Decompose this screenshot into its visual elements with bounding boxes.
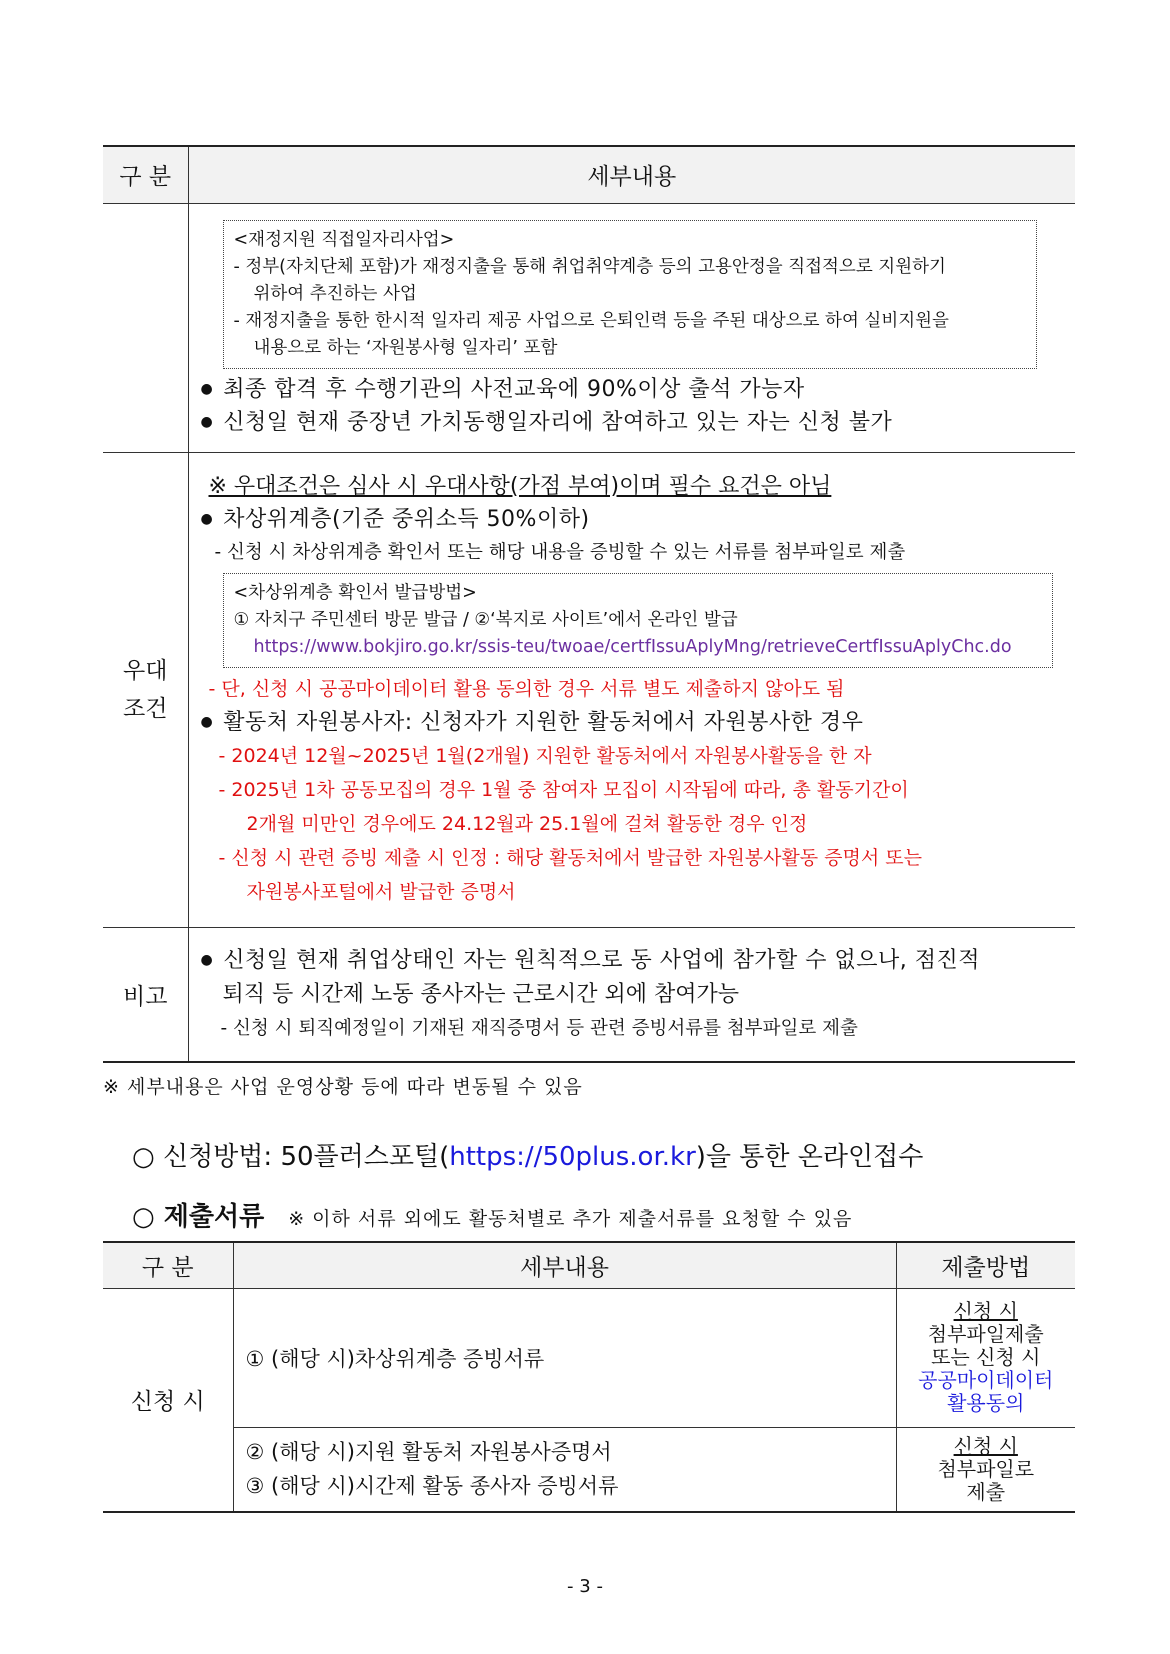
box-title: <재정지원 직접일자리사업> <box>233 230 455 250</box>
red-line: - 2025년 1차 공동모집의 경우 1월 중 참여자 모집이 시작됨에 따라, 총 활동기간이 <box>218 778 909 801</box>
box-title: <차상위계층 확인서 발급방법> <box>233 582 477 603</box>
red-line: - 2024년 12월~2025년 1월(2개월) 지원한 활동처에서 자원봉사활동을 한 자 <box>218 744 872 767</box>
box-line: ① 자치구 주민센터 방문 발급 / ②‘복지로 사이트’에서 온라인 발급 <box>233 609 738 630</box>
row3-label: 비고 <box>103 927 188 1062</box>
red-line: 자원봉사포털에서 발급한 증명서 <box>246 880 516 903</box>
method-line: 신청 시 <box>953 1433 1018 1458</box>
application-method <box>132 1136 923 1173</box>
documents-heading <box>132 1196 852 1233</box>
bullet-item: ● 최종 합격 후 수행기관의 사전교육에 90%이상 출석 가능자 <box>201 373 1068 406</box>
box-line: - 정부(자치단체 포함)가 재정지출을 통해 취업취약계층 등의 고용안정을 직접적으로 지원하기 <box>233 257 946 277</box>
method-line: 또는 신청 시 <box>931 1345 1041 1369</box>
box-line: 위하여 추진하는 사업 <box>253 284 417 304</box>
doc-items <box>233 1288 896 1427</box>
header-details: 세부내용 <box>188 146 1075 203</box>
info-box-issuance <box>223 573 1054 668</box>
row1-label <box>103 203 188 452</box>
bokjiro-link[interactable]: https://www.bokjiro.go.kr/ssis-teu/twoae/certfIssuAplyMng/retrieveCertfIssuAplyChc.do <box>253 636 1012 657</box>
documents-note: ※ 이하 서류 외에도 활동처별로 추가 제출서류를 요청할 수 있음 <box>288 1208 853 1230</box>
bullet-item: ● 차상위계층(기준 중위소득 50%이하) <box>201 503 1068 536</box>
method-line: 첨부파일로 <box>937 1456 1035 1481</box>
bullet-item: ● 활동처 자원봉사자: 신청자가 지원한 활동처에서 자원봉사한 경우 <box>201 706 1068 739</box>
header-category: 구 분 <box>103 1242 233 1288</box>
header-category: 구 분 <box>103 146 188 203</box>
method-line: 활용동의 <box>947 1391 1025 1415</box>
bullet-item: ● 신청일 현재 취업상태인 자는 원칙적으로 동 사업에 참가할 수 없으나, 점진적 <box>201 944 1068 977</box>
method-line: 공공마이데이터 <box>918 1368 1054 1392</box>
documents-table <box>103 1241 1075 1513</box>
box-line: 내용으로 하는 ‘자원봉사형 일자리’ 포함 <box>253 338 558 358</box>
dash-item: - 신청 시 차상위계층 확인서 또는 해당 내용을 증빙할 수 있는 서류를 첨부파일로 제출 <box>214 541 906 563</box>
red-note: - 단, 신청 시 공공마이데이터 활용 동의한 경우 서류 별도 제출하지 않아도 됨 <box>208 677 845 700</box>
box-line: - 재정지출을 통한 한시적 일자리 제공 사업으로 은퇴인력 등을 주된 대상으로 하여 실비지원을 <box>233 311 949 331</box>
header-details: 세부내용 <box>233 1242 896 1288</box>
notice-text: ※ 우대조건은 심사 시 우대사항(가점 부여)이며 필수 요건은 아님 <box>208 473 832 499</box>
red-line: - 신청 시 관련 증빙 제출 시 인정 : 해당 활동처에서 발급한 자원봉사활동 증명서 또는 <box>218 846 922 869</box>
dash-item: - 신청 시 퇴직예정일이 기재된 재직증명서 등 관련 증빙서류를 첨부파일로 제출 <box>220 1017 858 1039</box>
submit-method <box>896 1427 1075 1512</box>
method-suffix: )을 통한 온라인접수 <box>695 1142 924 1172</box>
doc-items <box>233 1427 896 1512</box>
doc-item: ③ (해당 시)시간제 활동 종사자 증빙서류 <box>245 1474 619 1499</box>
method-line: 제출 <box>966 1479 1006 1504</box>
row2-label: 우대 조건 <box>103 452 188 927</box>
method-line: 첨부파일제출 <box>927 1322 1044 1346</box>
documents-title: ○ 제출서류 <box>132 1202 265 1232</box>
doc-item: ② (해당 시)지원 활동처 자원봉사증명서 <box>245 1440 612 1465</box>
doc-item: ① (해당 시)차상위계층 증빙서류 <box>245 1346 545 1371</box>
submit-method <box>896 1288 1075 1427</box>
row2-details <box>188 452 1075 927</box>
method-prefix: ○ 신청방법: 50플러스포털( <box>132 1142 450 1172</box>
row3-details <box>188 927 1075 1062</box>
method-line: 신청 시 <box>953 1299 1018 1323</box>
eligibility-table <box>103 145 1075 1063</box>
50plus-link[interactable]: https://50plus.or.kr <box>449 1142 696 1172</box>
page-number: - 3 - <box>567 1576 603 1597</box>
red-line: 2개월 미만인 경우에도 24.12월과 25.1월에 걸쳐 활동한 경우 인정 <box>246 812 808 835</box>
bullet-item: ● 신청일 현재 중장년 가치동행일자리에 참여하고 있는 자는 신청 불가 <box>201 406 1068 439</box>
header-method: 제출방법 <box>896 1242 1075 1288</box>
change-notice: ※ 세부내용은 사업 운영상황 등에 따라 변동될 수 있음 <box>103 1076 583 1098</box>
group-label: 신청 시 <box>103 1288 233 1512</box>
info-box-direct-jobs <box>223 220 1038 369</box>
bullet-continuation: 퇴직 등 시간제 노동 종사자는 근로시간 외에 참여가능 <box>222 981 739 1007</box>
row1-details <box>188 203 1075 452</box>
